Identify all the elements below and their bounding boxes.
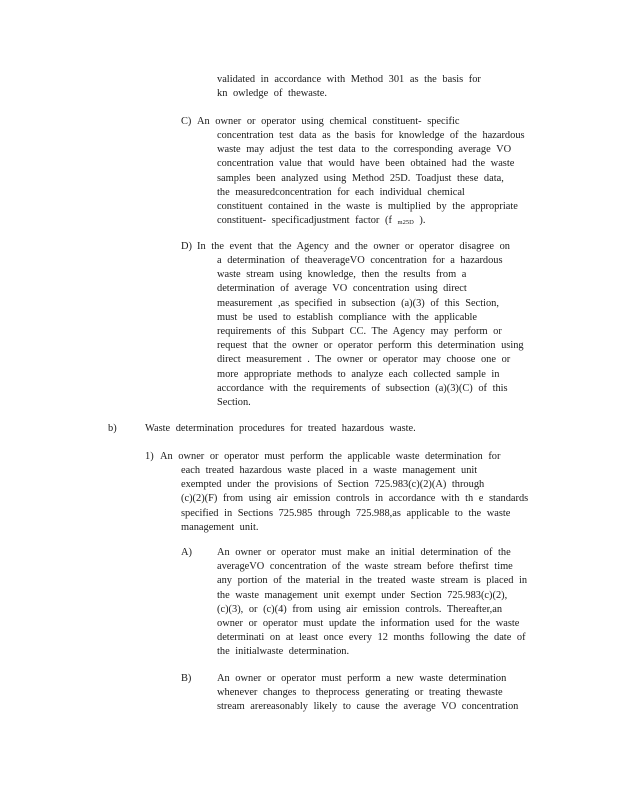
- text-line: concentration value that would have been obtained had the waste: [217, 158, 515, 170]
- text-line: whenever changes to theprocess generating or treating thewaste: [217, 687, 503, 699]
- text-line: requirements of this Subpart CC. The Agency may perform or: [217, 326, 502, 338]
- text-line: management unit.: [181, 521, 259, 533]
- subscript: m25D: [397, 219, 414, 227]
- text-line: averageVO concentration of the waste stream before thefirst time: [217, 561, 513, 573]
- section-label-b: b): [108, 423, 117, 434]
- paragraph-label-d: D): [181, 241, 192, 252]
- paragraph-b1-body: [181, 464, 528, 535]
- text-line: must be used to establish compliance with the applicable: [217, 311, 478, 323]
- text-line: a determination of theaverageVO concentration for a hazardous: [217, 255, 503, 266]
- paragraph-d-body: [217, 254, 524, 410]
- text-line: waste stream using knowledge, then the results from a: [217, 269, 467, 281]
- text-line: each treated hazardous waste placed in a waste management unit: [181, 465, 478, 476]
- paragraph-label-c: C): [181, 116, 192, 127]
- text-line: (c)(3), or (c)(4) from using air emission controls. Thereafter,an: [217, 603, 503, 615]
- text-line: accordance with the requirements of subsection (a)(3)(C) of this: [217, 382, 508, 394]
- paragraph-d-first-line: [197, 240, 510, 254]
- text-line: the waste management unit exempt under Section 725.983(c)(2),: [217, 589, 508, 601]
- text-line: In the event that the Agency and the owner or operator disagree on: [197, 241, 510, 252]
- paragraph-label-b1: 1): [145, 451, 154, 462]
- paragraph-b1a-body: [217, 546, 527, 660]
- paragraph-b1b-body: [217, 672, 518, 715]
- text-line: measurement ,as specified in subsection (a)(3) of this Section,: [217, 297, 499, 309]
- text-line: An owner or operator must perform a new waste determination: [217, 673, 507, 684]
- paragraph-label-b1a: A): [181, 547, 192, 558]
- text-line: samples been analyzed using Method 25D. Toadjust these data,: [217, 172, 504, 184]
- text-line: direct measurement . The owner or operator may choose one or: [217, 354, 511, 366]
- text-line: waste may adjust the test data to the corresponding average VO: [217, 144, 512, 156]
- paragraph-c-first-line: [197, 115, 460, 129]
- text-line-with-subscript: [217, 214, 525, 228]
- text-line: exempted under the provisions of Section 725.983(c)(2)(A) through: [181, 479, 485, 491]
- text-line: An owner or operator must perform the applicable waste determination for: [160, 451, 501, 462]
- text-line: An owner or operator using chemical constituent- specific: [197, 116, 460, 127]
- section-heading-text: Waste determination procedures for treated hazardous waste.: [145, 423, 416, 434]
- text-line: stream arereasonably likely to cause the average VO concentration: [217, 701, 519, 713]
- text-line: determination of average VO concentration using direct: [217, 283, 467, 295]
- paragraph-label-b1b: B): [181, 673, 192, 684]
- text-fragment: constituent- specificadjustment factor (f: [217, 215, 392, 227]
- text-line: request that the owner or operator perform this determination using: [217, 340, 524, 352]
- text-line: An owner or operator must make an initial determination of the: [217, 547, 511, 558]
- section-heading-b: [145, 422, 416, 436]
- text-fragment: ).: [419, 215, 426, 227]
- text-line: constituent contained in the waste is multiplied by the appropriate: [217, 201, 518, 213]
- text-line: (c)(2)(F) from using air emission controls in accordance with th e standards: [181, 493, 529, 505]
- text-line: specified in Sections 725.985 through 725.988,as applicable to the waste: [181, 507, 511, 519]
- text-line: Section.: [217, 397, 251, 409]
- paragraph-c-body: [217, 129, 525, 228]
- paragraph-b1-first-line: [160, 450, 500, 464]
- text-line: validated in accordance with Method 301 as the basis for: [217, 74, 481, 85]
- text-line: any portion of the material in the treated waste stream is placed in: [217, 575, 528, 587]
- paragraph-b3b-tail: [217, 73, 481, 101]
- text-line: owner or operator must update the information used for the waste: [217, 618, 520, 630]
- text-line: the measuredconcentration for each individual chemical: [217, 186, 465, 198]
- text-line: more appropriate methods to analyze each collected sample in: [217, 368, 500, 380]
- text-line: kn owledge of thewaste.: [217, 88, 327, 100]
- text-line: concentration test data as the basis for knowledge of the hazardous: [217, 130, 525, 141]
- text-line: determinati on at least once every 12 months following the date of: [217, 632, 526, 644]
- text-line: the initialwaste determination.: [217, 646, 350, 658]
